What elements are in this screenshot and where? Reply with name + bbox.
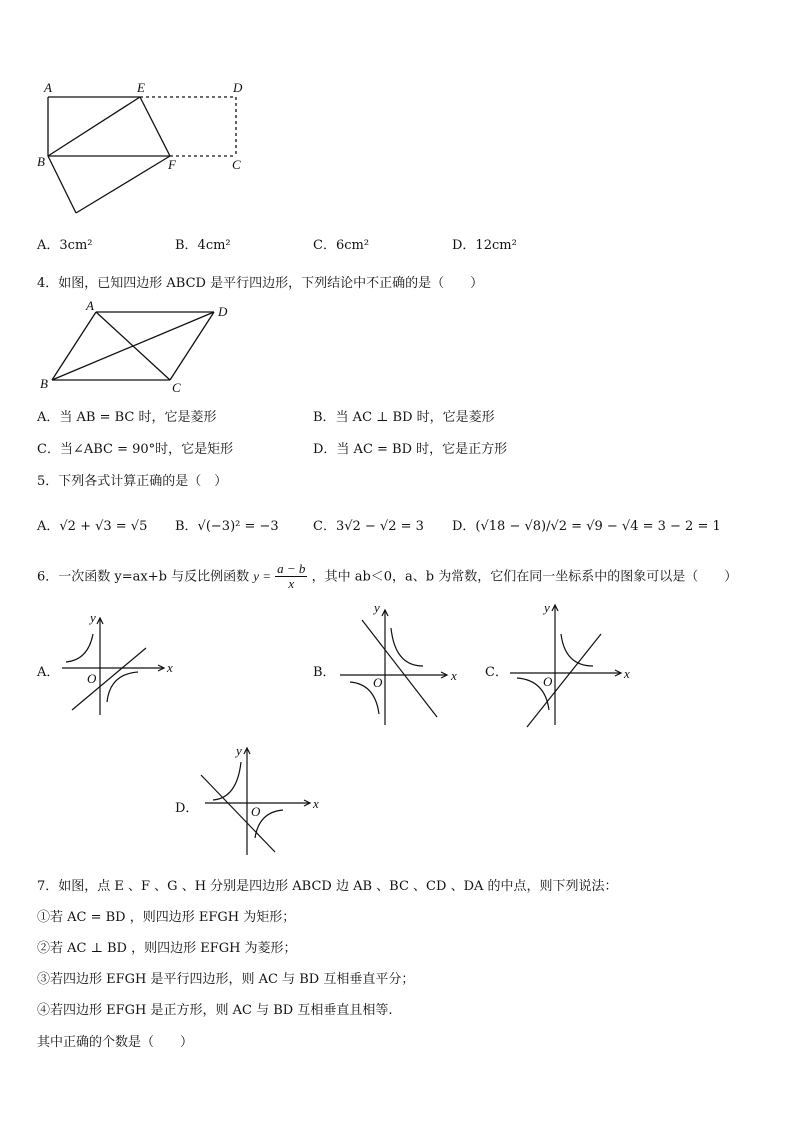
q6-c-y-label: y (544, 600, 550, 615)
q4-label-C: C (172, 380, 181, 395)
q3-label-A: A (44, 80, 52, 95)
q6-stem (37, 562, 737, 592)
q5-option-d: D．(√18 − √8)/√2 = √9 − √4 = 3 − 2 = 1 (452, 519, 721, 534)
q6-d-x-label: x (313, 796, 319, 811)
q3-option-b: B．4cm² (175, 238, 231, 253)
q3-label-F: F (168, 157, 176, 172)
q7-item-2: ②若 AC ⊥ BD ，则四边形 EFGH 为菱形； (37, 941, 297, 956)
q6-graph-b (335, 600, 465, 730)
q4-stem: 4．如图，已知四边形 ABCD 是平行四边形，下列结论中不正确的是（ ） (37, 276, 484, 291)
q4-label-D: D (218, 304, 228, 319)
q7-question: 其中正确的个数是（ ） (37, 1035, 194, 1050)
q7-stem: 7．如图，点 E 、F 、G 、H 分别是四边形 ABCD 边 AB 、BC 、CD 、DA 的中点，则下列说法： (37, 879, 618, 894)
q6-d-origin: O (251, 804, 261, 819)
q6-frac-den: x (288, 576, 295, 592)
q5-option-c: C．3√2 − √2 = 3 (313, 519, 424, 534)
q4-option-b: B．当 AC ⊥ BD 时，它是菱形 (313, 410, 495, 425)
q6-option-b-label: B． (313, 665, 336, 680)
q6-b-y-label: y (374, 600, 380, 615)
q6-b-x-label: x (451, 668, 457, 683)
q6-graph-a (60, 610, 180, 720)
q6-graph-d (195, 740, 325, 860)
q6-d-y-label: y (236, 743, 242, 758)
q6-frac-num: a − b (277, 561, 306, 576)
q4-option-a: A．当 AB = BC 时，它是菱形 (37, 410, 217, 425)
q6-fraction (275, 562, 307, 592)
q5-option-a: A．√2 + √3 = √5 (37, 519, 148, 534)
q3-option-a: A．3cm² (37, 238, 93, 253)
q6-option-d-label: D． (175, 801, 199, 816)
q4-option-d: D．当 AC = BD 时，它是正方形 (313, 442, 508, 457)
q7-item-4: ④若四边形 EFGH 是正方形，则 AC 与 BD 互相垂直且相等. (37, 1003, 393, 1018)
q6-option-a-label: A． (37, 665, 60, 680)
q4-figure (36, 298, 246, 398)
q6-graph-c (505, 600, 635, 730)
q6-frac-lhs: y = (253, 568, 272, 584)
q6-a-origin: O (87, 671, 97, 686)
q5-option-b: B．√(−3)² = −3 (175, 519, 279, 534)
q3-label-B: B (37, 154, 45, 169)
q3-option-d: D．12cm² (452, 238, 517, 253)
q7-item-1: ①若 AC = BD ，则四边形 EFGH 为矩形； (37, 910, 296, 925)
q6-option-c-label: C． (485, 665, 508, 680)
q4-label-B: B (40, 376, 48, 391)
q6-b-origin: O (373, 675, 383, 690)
q6-stem-prefix: 6．一次函数 y=ax+b 与反比例函数 (37, 569, 250, 585)
q6-a-y-label: y (90, 610, 96, 625)
q6-a-x-label: x (167, 660, 173, 675)
q3-option-c: C．6cm² (313, 238, 370, 253)
q4-option-c: C．当∠ABC = 90°时，它是矩形 (37, 442, 234, 457)
q7-item-3: ③若四边形 EFGH 是平行四边形，则 AC 与 BD 互相垂直平分； (37, 972, 415, 987)
q6-c-x-label: x (624, 666, 630, 681)
q5-stem: 5．下列各式计算正确的是（ ） (37, 474, 228, 489)
q3-figure (30, 80, 260, 220)
q3-label-C: C (232, 157, 241, 172)
q4-label-A: A (86, 298, 94, 313)
q6-stem-suffix: ，其中 ab＜0，a、b 为常数，它们在同一坐标系中的图象可以是（ ） (311, 569, 738, 585)
q6-c-origin: O (543, 674, 553, 689)
q3-label-E: E (137, 80, 145, 95)
q3-label-D: D (233, 80, 243, 95)
